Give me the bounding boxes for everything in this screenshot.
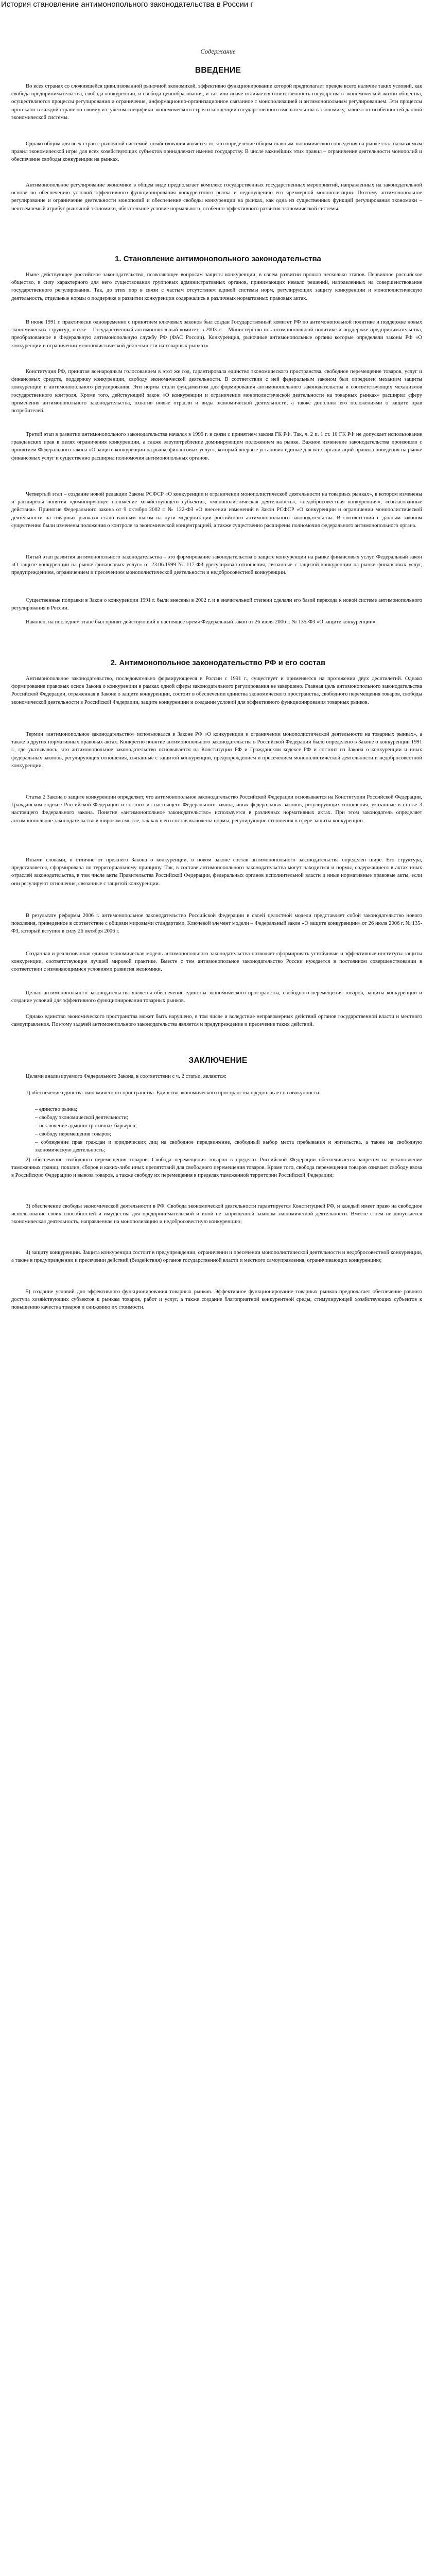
section2-paragraph: Антимонопольное законодательство, последовательно формирующееся в России с 1991 г., существует и применяется на протяжении двух десятилетий. Однако формирование правовых основ Закона о конкуренции в рамках одной сферы законодательного регулирования не завершено. Главная цель антимонопольного законодательства Российской Федерации, отраженная в Законе о защите конкуренции, состоит в обеспечении единства экономического пространства, свободного перемещения товаров, свободы экономической деятельности в Российской Федерации, защите конкуренции и создании условий для эффективного функционирования товарных рынков. (11, 676, 422, 705)
section1-paragraph: Третий этап в развитии антимонопольного законодательства начался в 1999 г. в связи с принятием закона ГК РФ. Так, ч. 2 п. 1 ст. 10 ГК РФ не допускает использование гражданских прав в целях ограничения конкуренции, а также злоупотребление доминирующим положением на рынке. Важное изменение законодательства произошло с принятием Федерального закона «О защите конкуренции на рынке финансовых услуг», который впервые установил единые для всех организаций правила поведения на рынке финансовых услуг и существенно расширил полномочия антимонопольных органов. (11, 432, 422, 461)
conclusion-list-item: – единство рынка; (35, 1107, 78, 1112)
intro-paragraph: Антимонопольное регулирование экономики в общем виде предполагает комплекс государственных государственных мероприятий, направленных на законодательной основе по обеспечению условий эффективного функционирования конкурентного рынка и недопущению его чрезмерной монополизации. Поэтому антимонопольное регулирование и ограничение деятельности монополий и обеспечение свободы конкуренции на рынках, как одна из существенных функций регулирования экономики – неотъемлемый атрибут рыночной экономики, обязательное условие нормального, особенно эффективного развития экономической системы. (11, 182, 422, 212)
section1-paragraph: Существенные поправки в Закон о конкуренции 1991 г. были внесены в 2002 г. и в значительной степени сделали его базой перехода к новой системе антимонопольного регулирования в России. (11, 598, 422, 612)
conclusion-paragraph: 4) защиту конкуренции. Защита конкуренции состоит в предупреждении, ограничении и пресечении монополистической деятельности и недобросовестной конкуренции, а также в предупреждении и пресечении действий (бездействия) органов государственной власти и местного самоуправления, ограничивающих конкуренцию; (11, 1250, 422, 1264)
section1-paragraph: Ныне действующее российское законодательство, позволяющее вопросам защиты конкуренции, в своем развитии прошло несколько этапов. Первичное российское общество, в силу характерного для него существования групповых административных органов, принимающих немало решений, направленных на совершенствование государственного регулирования. Так, до этих пор в связи с частым отсутствием единой системы норм, регулирующих защиту конкуренции и монополистическую деятельность, отдельные нормы о поддержке и развитии конкуренции содержались в различных нормативных правовых актах. (11, 272, 422, 301)
intro-paragraph: Во всех странах со сложившейся цивилизованной рыночной экономикой, эффективно функционирование которой предполагает прежде всего наличие таких условий, как свобода предпринимательства, свобода конкуренции, и свобода ценообразования, и так или иначе отличается ответственность государства в экономической жизни общества, осуществляются процессы регулирования и ограничения, информационно-организационное связанное с монополизацией и антимонопольным регулированием. Эти процессы протекают в каждой стране по-своему и с учетом специфики экономического строя и концепции государственного вмешательства в экономику, зависят от особенностей данной экономической системы. (11, 83, 422, 121)
conclusion-list-item: – свободу перемещения товаров; (35, 1131, 111, 1137)
section2-heading: 2. Антимонопольное законодательство РФ и его состав (110, 658, 326, 667)
conclusion-paragraph: 1) обеспечение единства экономического пространства. Единство экономического пространства предполагает в совокупности: (26, 1090, 321, 1096)
section1-paragraph: Конституция РФ, принятая всенародным голосованием в этот же год, гарантировала единство экономического пространства, свободное перемещение товаров, услуг и финансовых средств, поддержку конкуренции, свободу экономической деятельности. В соответствии с ней федеральным законом был определен механизм защиты конкуренции и антимонопольного регулирования. Эти нормы стали фундаментом для формирования антимонопольного законодательства и соответствующих механизмов государственного контроля. Кроме того, действующий закон «О конкуренции и ограничении монополистической деятельности на товарных рынках» расширил сферу применения антимонопольного законодательства, охватив новые отрасли и виды экономической деятельности, а также дополнил его положениями о защите прав потребителей. (11, 369, 422, 414)
conclusion-list-item: – свободу экономической деятельности; (35, 1115, 128, 1121)
conclusion-paragraph: 5) создание условий для эффективного функционирования товарных рынков. Эффективное функционирование товарных рынков предполагает обеспечение равного доступа хозяйствующих субъектов к рынкам товаров, работ и услуг, а также создание благоприятной конкурентной среды, стимулирующей хозяйствующих субъектов к повышению качества товаров и снижению их стоимости. (11, 1289, 422, 1311)
page-title: История становление антимонопольного законодательства в России г (1, 0, 253, 9)
intro-paragraph: Однако общим для всех стран с рыночной системой хозяйствования является то, что определение общим главным экономического поведения на рынке стал называемым правил экономической игры для всех хозяйствующих субъектов принадлежит именно государству. В числе важнейших этих правил – ограничение деятельности монополий и обеспечение свободы конкуренции на рынках. (11, 141, 422, 163)
section2-paragraph: Созданная и реализованная единая экономическая модель антимонопольного законодательства позволяет сформировать устойчивые и эффективные институты защиты конкуренции, соответствующие лучшей мировой практике. Вместе с тем антимонопольное законодательство России нуждается в постоянном совершенствовании в соответствии с изменяющимися условиями развития экономики. (11, 951, 422, 973)
conclusion-list-item: – исключение административных барьеров; (35, 1123, 137, 1129)
section2-paragraph: Статья 2 Закона о защите конкуренции определяет, что антимонопольное законодательство Российской Федерации основывается на Конституции Российской Федерации, Гражданском кодексе Российской Федерации и состоит из настоящего Федерального закона, иных федеральных законов, регулирующих отношения, указанные в статье 3 настоящего Федерального закона. Понятие «антимонопольное законодательство» используется в различных нормативных актах. При этом законодатель определяет антимонопольное законодательство в широком смысле, так как в его состав включены нормы, регулирующие отношения в сфере защиты конкуренции. (11, 794, 422, 824)
conclusion-heading: ЗАКЛЮЧЕНИЕ (188, 1056, 248, 1065)
section1-paragraph: Пятый этап развития антимонопольного законодательства – это формирование законодательства о защите конкуренции на рынке финансовых услуг. Федеральный закон «О защите конкуренции на рынке финансовых услуг» от 23.06.1999 № 117-ФЗ урегулировал отношения, связанные с защитой конкуренции на рынке финансовых услуг, предупреждением, ограничением и пресечением монополистической деятельности и недобросовестной конкуренции. (11, 554, 422, 576)
section1-paragraph: В июне 1991 г. практически одновременно с принятием ключевых законов был создан Государственный комитет РФ по антимонопольной политике и поддержке новых экономических структур, позже – Государственный антимонопольный комитет, в 2003 г. – Министерство по антимонопольной политике и поддержке предпринимательства, преобразованное в Федеральную антимонопольную службу РФ (ФАС России). Конкуренция, рыночные антимонопольные органы которые определяли законы РФ «О конкуренции и ограничении монополистической деятельности на товарных рынках». (11, 319, 422, 349)
section1-heading: 1. Становление антимонопольного законодательства (115, 255, 321, 263)
contents-label[interactable]: Содержание (200, 48, 236, 55)
conclusion-list-item: – соблюдение прав граждан и юридических лиц на свободное передвижение, свободный выбор места пребывания и жительства, а также на свободную экономическую деятельность; (35, 1140, 422, 1154)
section2-paragraph: В результате реформы 2006 г. антимонопольное законодательство Российской Федерации в своей целостной модели представляет собой законодательство нового поколения, приведенное в соответствие с общими мировыми стандартами. Ключевой элемент модели – Федеральный закон «О защите конкуренции» от 26 июля 2006 г. № 135-ФЗ, который вступил в силу 26 октября 2006 г. (11, 913, 422, 935)
section1-paragraph: Наконец, на последнем этапе был принят действующий в настоящее время Федеральный закон от 26 июля 2006 г. № 135-ФЗ «О защите конкуренции». (26, 619, 377, 625)
section2-paragraph: Целью антимонопольного законодательства является обеспечение единства экономического пространства, свободного перемещения товаров, защиты конкуренции и создание условий для эффективного функционирования товарных рынков. (11, 990, 422, 1004)
conclusion-paragraph: 2) обеспечение свободного перемещения товаров. Свобода перемещения товаров в пределах Российской Федерации обеспечивается запретом на установление таможенных границ, пошлин, сборов и каких-либо иных препятствий для свободного перемещения товаров. Кроме того, свобода перемещения товаров означает свободу ввоза в Российскую Федерацию и вывоза товаров, а также свободу их перемещения в пределах таможенной территории Российской Федерации; (11, 1157, 422, 1179)
section2-paragraph: Термин «антимонопольное законодательство» использовался в Законе РФ «О конкуренции и ограничении монополистической деятельности на товарных рынках», а также в других нормативных правовых актах. Конкретно понятие антимонопольного законодательства в Российской Федерации было определено в Законе о конкуренции 1991 г., где указывалось, что антимонопольное законодательство основывается на Конституции РФ и Гражданском кодексе РФ и состоит из Закона о конкуренции и иных федеральных законов, регулирующих отношения, связанные с защитой конкуренции, предупреждением и пресечением монополистической деятельности и недобросовестной конкуренции. (11, 732, 422, 769)
conclusion-paragraph: Целями анализируемого Федерального Закона, в соответствии с ч. 2 статьи, являются: (26, 1074, 226, 1079)
intro-heading: ВВЕДЕНИЕ (195, 66, 241, 75)
section2-paragraph: Иными словами, в отличие от прежнего Закона о конкуренции, в новом законе состав антимонопольного законодательства определен шире. Его структура, представляется, сформирована по территориальному принципу. Так, в составе антимонопольного законодательства могут находиться и нормы, содержащиеся в актах иных отраслей законодательства, в том числе акты Правительства Российской Федерации, федеральных органов исполнительной власти и иные нормативные правовые акты, если они регулируют отношения, связанные с защитой конкуренции. (11, 857, 422, 887)
section2-paragraph: Однако единство экономического пространства может быть нарушено, в том числе и вследствие неправомерных действий органов государственной власти и местного самоуправления. Поэтому задачей антимонопольного законодательства является и предупреждение и пресечение таких действий. (11, 1014, 422, 1028)
section1-paragraph: Четвертый этап – создание новой редакции Закона РСФСР «О конкуренции и ограничении монополистической деятельности на товарных рынках», в котором изменены и расширены понятия «доминирующее положение хозяйствующего субъекта», «монополистическая деятельность», «недобросовестная конкуренция», «согласованные действия». Принятие Федерального закона от 9 октября 2002 г. № 122-ФЗ «О внесении изменений в Закон РСФСР «О конкуренции и ограничении монополистической деятельности на товарных рынках» стало важным шагом на пути модернизации российского антимонопольного законодательства. В соответствии с данным законом существенно были изменены положения о контроле за экономической концентрацией, а также существенно расширены полномочия федерального антимонопольного органа. (11, 492, 422, 529)
conclusion-paragraph: 3) обеспечение свободы экономической деятельности в РФ. Свобода экономической деятельности гарантируется Конституцией РФ, и каждый имеет право на свободное использование своих способностей и имущества для предпринимательской и иной не запрещенной законом экономической деятельности. Вместе с тем не допускается экономическая деятельность, направленная на монополизацию и недобросовестную конкуренцию; (11, 1204, 422, 1225)
